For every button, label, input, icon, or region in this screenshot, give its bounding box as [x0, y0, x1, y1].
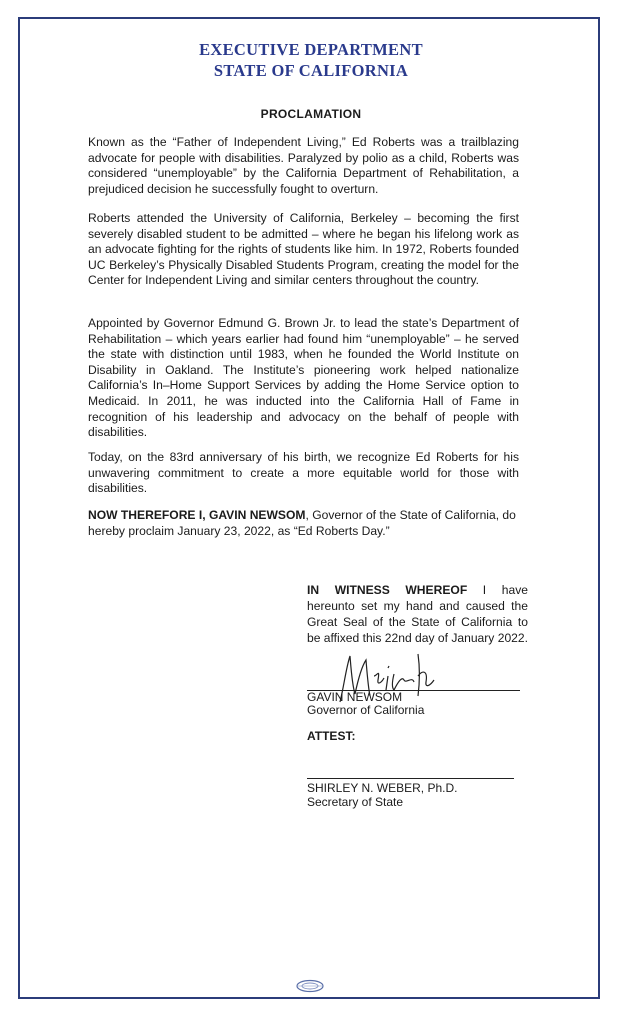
- paragraph-1: Known as the “Father of Independent Living,” Ed Roberts was a trailblazing advocate for people with disabilities. Paralyzed by polio as a child, Roberts was considered “unemployable” by the California Department of Rehabilitation, a prejudiced decision he successfully fought to overturn.: [88, 135, 519, 196]
- witness-lead: IN WITNESS WHEREOF: [307, 583, 468, 597]
- header-state: STATE OF CALIFORNIA: [213, 61, 409, 80]
- proclamation-statement-body: , Governor of the State of California, do hereby proclaim January 23, 2022, as “Ed Roberts Day.”: [88, 508, 516, 538]
- paragraph-3: Appointed by Governor Edmund G. Brown Jr. to lead the state’s Department of Rehabilitation – which years earlier had found him “unemployable” – he served the state with distinction until 1983, when he founded the World Institute on Disability in Oakland. The Institute’s pioneering work helped nationalize California’s In–Home Support Services by adding the Home Service option to Medicaid. In 2011, he was inducted into the California Hall of Fame in recognition of his leadership and advocacy on the behalf of people with disabilities.: [88, 316, 519, 440]
- secretary-name: SHIRLEY N. WEBER, Ph.D.: [307, 781, 458, 795]
- paragraph-2: Roberts attended the University of California, Berkeley – becoming the first severely disabled student to be admitted – where he began his lifelong work as an advocate fighting for the rights of students like him. In 1972, Roberts founded UC Berkeley’s Physically Disabled Students Program, creating the model for the Center for Independent Living and similar centers throughout the country.: [88, 211, 519, 288]
- paragraph-4: Today, on the 83rd anniversary of his birth, we recognize Ed Roberts for his unwavering commitment to create a more equitable world for those with disabilities.: [88, 450, 519, 496]
- proclamation-statement-lead: NOW THEREFORE I, GAVIN NEWSOM: [88, 508, 306, 522]
- witness-body: I have hereunto set my hand and caused the Great Seal of the State of California to be affixed this 22nd day of January 2022.: [307, 583, 528, 645]
- witness-clause: [307, 582, 528, 646]
- state-seal-icon: [295, 979, 325, 993]
- header-department: EXECUTIVE DEPARTMENT: [199, 40, 423, 59]
- governor-title: Governor of California: [307, 703, 425, 717]
- attest-label: ATTEST:: [307, 729, 356, 743]
- proclamation-statement: [88, 508, 519, 539]
- secretary-title: Secretary of State: [307, 795, 404, 809]
- secretary-signature-line: [307, 778, 514, 779]
- governor-name: GAVIN NEWSOM: [307, 690, 403, 704]
- proclamation-title: PROCLAMATION: [260, 107, 362, 121]
